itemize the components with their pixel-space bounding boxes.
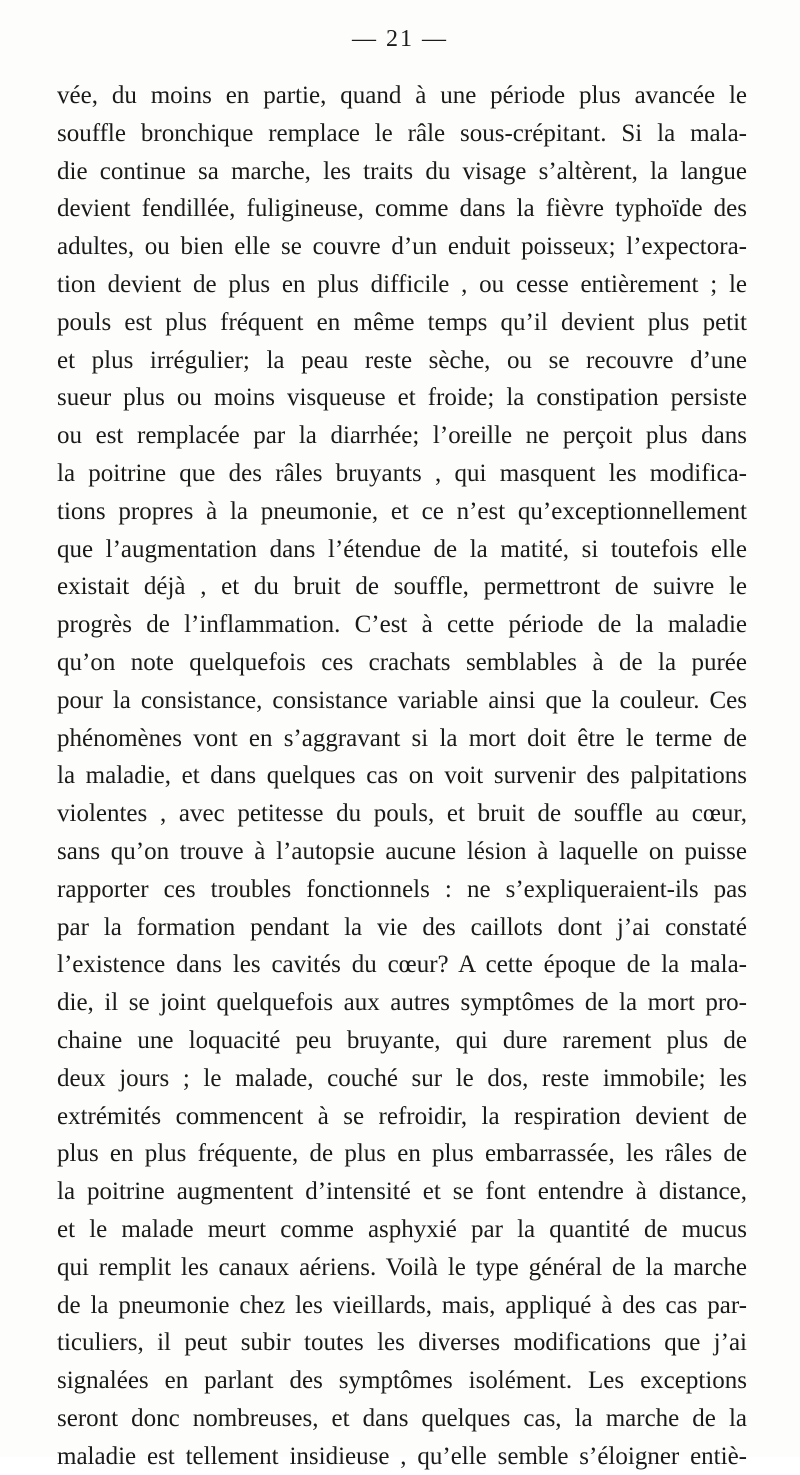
text-line: pouls est plus fréquent en même temps qu’il devient plus petit bbox=[57, 308, 747, 336]
text-line: adultes, ou bien elle se couvre d’un enduit poisseux; l’expectora- bbox=[57, 233, 747, 261]
text-line: pour la consistance, consistance variable ainsi que la couleur. Ces bbox=[57, 686, 747, 714]
text-line: la maladie, et dans quelques cas on voit survenir des palpitations bbox=[57, 762, 747, 790]
text-line: seront donc nombreuses, et dans quelques cas, la marche de la bbox=[57, 1404, 747, 1432]
text-line: ticuliers, il peut subir toutes les diverses modifications que j’ai bbox=[57, 1329, 747, 1357]
text-line: chaine une loquacité peu bruyante, qui dure rarement plus de bbox=[57, 1026, 747, 1054]
text-line: sueur plus ou moins visqueuse et froide; la constipation persiste bbox=[57, 384, 747, 412]
text-line: sans qu’on trouve à l’autopsie aucune lésion à laquelle on puisse bbox=[57, 837, 747, 865]
text-line: signalées en parlant des symptômes isolément. Les exceptions bbox=[57, 1367, 747, 1395]
text-line: tion devient de plus en plus difficile , ou cesse entièrement ; le bbox=[57, 270, 747, 298]
text-line: qu’on note quelquefois ces crachats semblables à de la purée bbox=[57, 648, 747, 676]
text-line: et plus irrégulier; la peau reste sèche, ou se recouvre d’une bbox=[57, 346, 747, 374]
text-line: qui remplit les canaux aériens. Voilà le type général de la marche bbox=[57, 1253, 747, 1281]
text-line: par la formation pendant la vie des caillots dont j’ai constaté bbox=[57, 913, 747, 941]
text-line: maladie est tellement insidieuse , qu’elle semble s’éloigner entiè- bbox=[57, 1442, 747, 1470]
text-line: de la pneumonie chez les vieillards, mais, appliqué à des cas par- bbox=[57, 1291, 747, 1319]
text-line: die continue sa marche, les traits du visage s’altèrent, la langue bbox=[57, 157, 747, 185]
text-line: tions propres à la pneumonie, et ce n’est qu’exceptionnellement bbox=[57, 497, 747, 525]
text-line: l’existence dans les cavités du cœur? A cette époque de la mala- bbox=[57, 951, 747, 979]
text-line: devient fendillée, fuligineuse, comme dans la fièvre typhoïde des bbox=[57, 195, 747, 223]
text-line: plus en plus fréquente, de plus en plus embarrassée, les râles de bbox=[57, 1140, 747, 1168]
text-line: existait déjà , et du bruit de souffle, permettront de suivre le bbox=[57, 573, 747, 601]
text-line: et le malade meurt comme asphyxié par la quantité de mucus bbox=[57, 1215, 747, 1243]
text-line: la poitrine que des râles bruyants , qui masquent les modifica- bbox=[57, 459, 747, 487]
text-line: souffle bronchique remplace le râle sous-crépitant. Si la mala- bbox=[57, 119, 747, 147]
text-line: la poitrine augmentent d’intensité et se font entendre à distance, bbox=[57, 1178, 747, 1206]
text-line: ou est remplacée par la diarrhée; l’oreille ne perçoit plus dans bbox=[57, 422, 747, 450]
text-line: violentes , avec petitesse du pouls, et bruit de souffle au cœur, bbox=[57, 800, 747, 828]
body-text bbox=[57, 77, 747, 1475]
text-line: die, il se joint quelquefois aux autres symptômes de la mort pro- bbox=[57, 989, 747, 1017]
text-line: vée, du moins en partie, quand à une période plus avancée le bbox=[57, 82, 747, 109]
page-number: — 21 — bbox=[352, 26, 448, 52]
text-line: progrès de l’inflammation. C’est à cette période de la maladie bbox=[57, 611, 747, 639]
text-line: phénomènes vont en s’aggravant si la mort doit être le terme de bbox=[57, 724, 747, 752]
text-line: que l’augmentation dans l’étendue de la matité, si toutefois elle bbox=[57, 535, 747, 563]
text-line: rapporter ces troubles fonctionnels : ne s’expliqueraient-ils pas bbox=[57, 875, 747, 903]
text-line: extrémités commencent à se refroidir, la respiration devient de bbox=[57, 1102, 747, 1130]
text-line: deux jours ; le malade, couché sur le dos, reste immobile; les bbox=[57, 1064, 747, 1092]
